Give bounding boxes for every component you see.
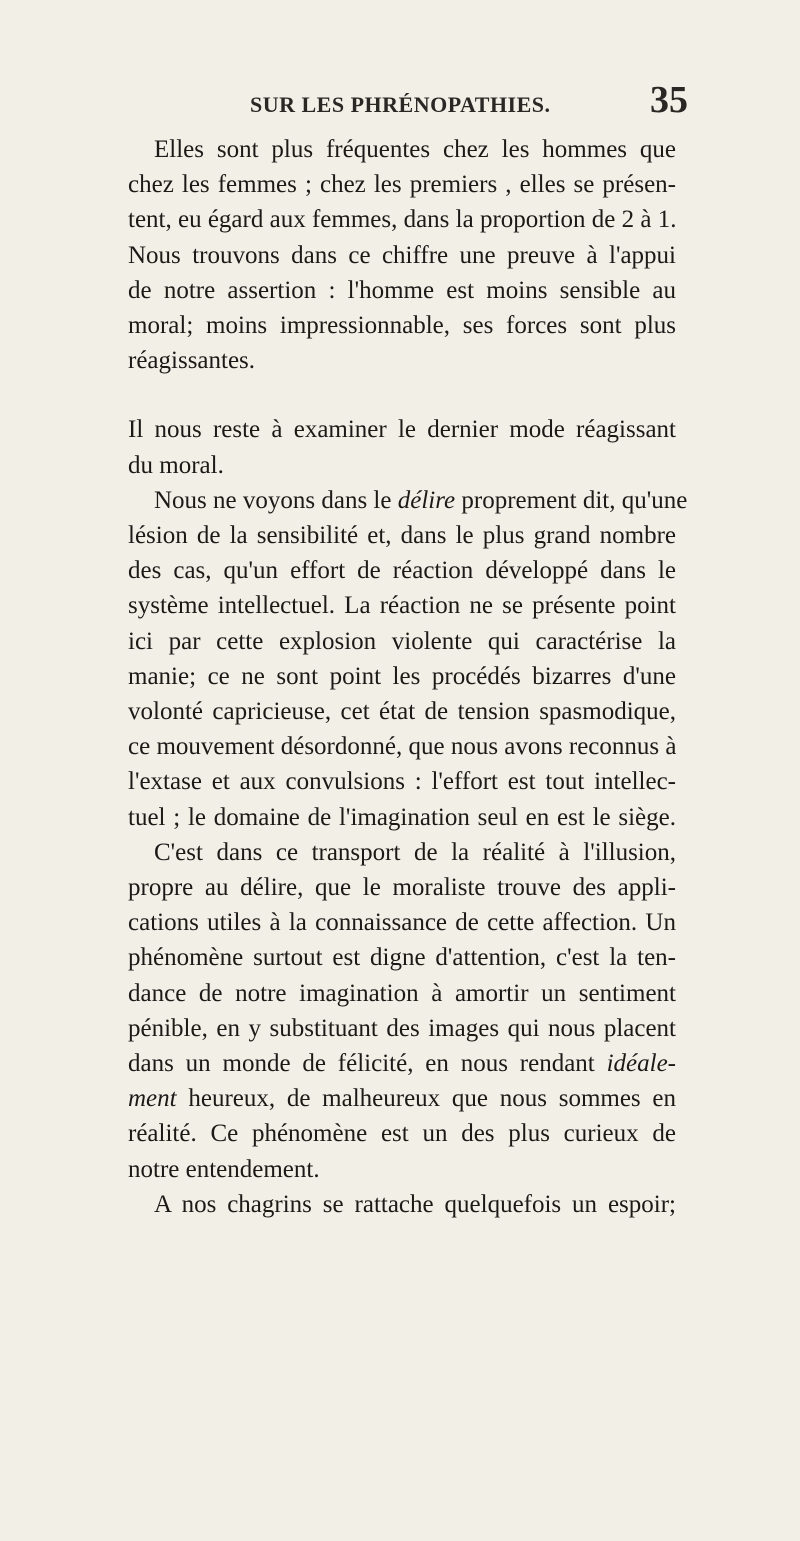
text-run: proprement dit, qu'une <box>455 486 688 514</box>
body-text <box>128 132 688 1222</box>
text-run: dans un monde de félicité, en nous rendant <box>128 1050 595 1078</box>
text-line: système intellectuel. La réaction ne se présente point <box>128 592 676 620</box>
text-line: Nous trouvons dans ce chiffre une preuve à l'appui <box>128 241 676 269</box>
italic-term: idéale- <box>606 1050 677 1078</box>
paragraph-gap <box>128 378 676 412</box>
text-line: notre entendement. <box>128 1155 320 1183</box>
text-line <box>128 483 688 518</box>
italic-term: délire <box>397 486 456 514</box>
text-line: pénible, en y substituant des images qui nous placent <box>128 1014 676 1042</box>
text-line: volonté capricieuse, cet état de tension spasmodique, <box>128 698 676 726</box>
text-line: tent, eu égard aux femmes, dans la proportion de 2 à 1. <box>128 206 677 234</box>
text-line: tuel ; le domaine de l'imagination seul en est le siège. <box>128 803 676 831</box>
running-head: SUR LES PHRÉNOPATHIES. <box>250 92 551 117</box>
text-line: propre au délire, que le moraliste trouve des appli- <box>128 874 676 902</box>
paragraph-1 <box>128 132 676 378</box>
text-line: manie; ce ne sont point les procédés bizarres d'une <box>128 662 676 690</box>
paragraph-2 <box>128 412 676 482</box>
page-number: 35 <box>650 79 688 121</box>
text-line: A nos chagrins se rattache quelquefois un espoir; <box>154 1190 676 1218</box>
text-line: de notre assertion : l'homme est moins sensible au <box>128 276 676 304</box>
text-line: C'est dans ce transport de la réalité à l'illusion, <box>154 838 676 866</box>
text-line: réalité. Ce phénomène est un des plus curieux de <box>128 1120 676 1148</box>
text-line: ce mouvement désordonné, que nous avons reconnus à <box>128 733 677 761</box>
paragraph-5 <box>128 1187 676 1222</box>
text-line: chez les femmes ; chez les premiers , elles se présen- <box>128 171 676 199</box>
text-line: l'extase et aux convulsions : l'effort est tout intellec- <box>128 768 676 796</box>
text-line <box>128 1046 676 1081</box>
text-line: cations utiles à la connaissance de cette affection. Un <box>128 909 676 937</box>
text-line: Il nous reste à examiner le dernier mode réagissant <box>128 416 676 444</box>
italic-term: ment <box>128 1085 177 1113</box>
paragraph-4 <box>128 835 676 1187</box>
text-line: ici par cette explosion violente qui caractérise la <box>128 627 676 655</box>
text-run: Nous ne voyons dans le <box>154 486 398 514</box>
text-line: lésion de la sensibilité et, dans le plus grand nombre <box>128 522 676 550</box>
text-run: heureux, de malheureux que nous sommes en <box>176 1085 676 1113</box>
text-line: des cas, qu'un effort de réaction développé dans le <box>128 557 676 585</box>
text-line: réagissantes. <box>128 347 256 375</box>
paragraph-3 <box>128 483 688 835</box>
text-line: moral; moins impressionnable, ses forces sont plus <box>128 312 676 340</box>
text-line <box>128 1081 676 1116</box>
text-line: dance de notre imagination à amortir un sentiment <box>128 979 676 1007</box>
text-line: Elles sont plus fréquentes chez les hommes que <box>154 136 676 163</box>
text-line: du moral. <box>128 451 224 479</box>
text-line: phénomène surtout est digne d'attention, c'est la ten- <box>128 944 676 972</box>
